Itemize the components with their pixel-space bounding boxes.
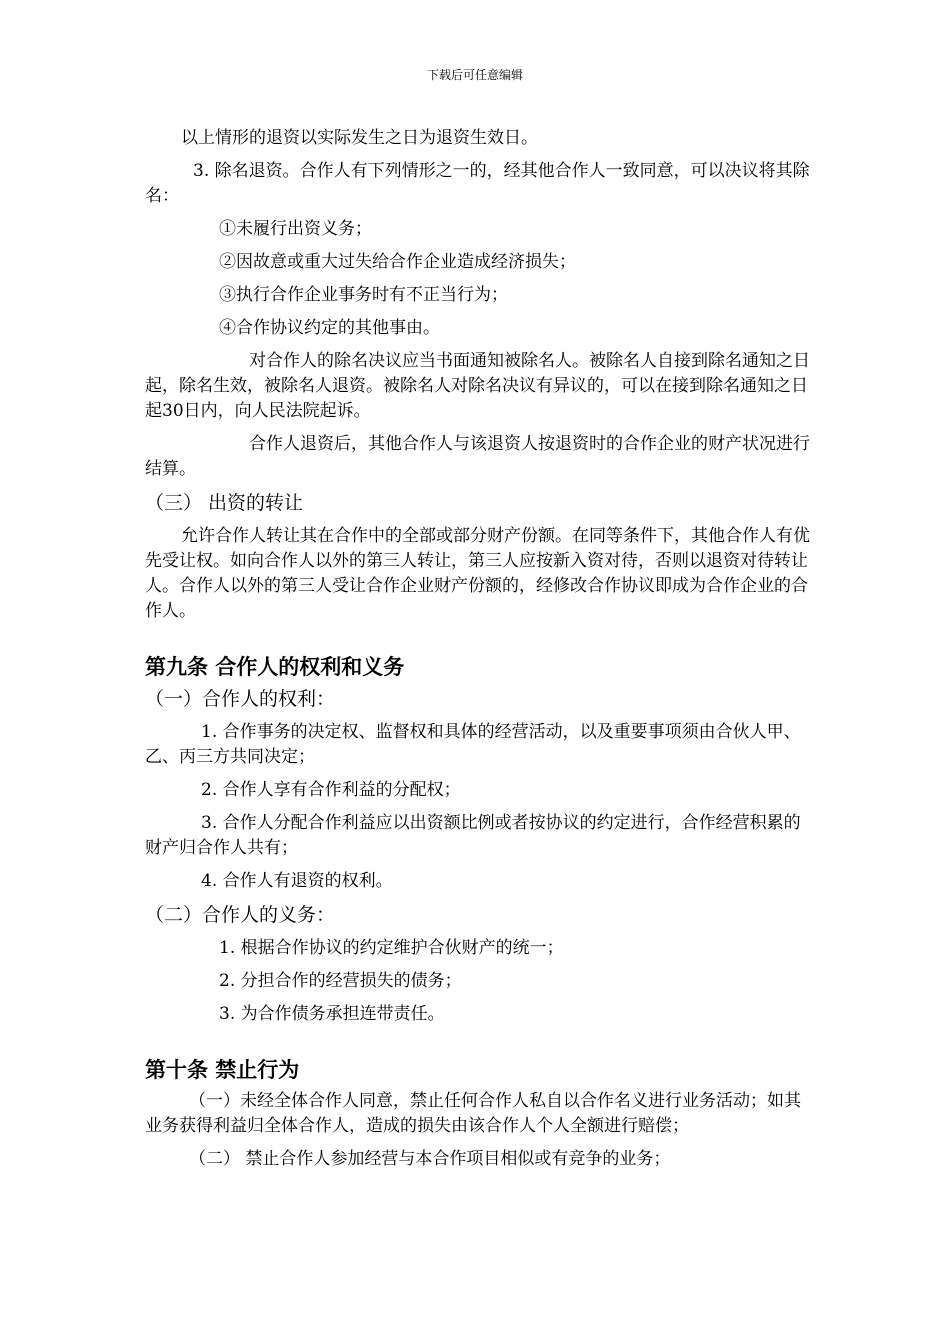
list-item-right-2: 2. 合作人享有合作利益的分配权； — [201, 780, 461, 800]
document-body — [145, 126, 810, 1180]
list-item-right-3: 3. 合作人分配合作利益应以出资额比例或者按协议的约定进行，合作经营积累的财产归合作人共有； — [145, 813, 801, 858]
paragraph-withdrawal-effective: 以上情形的退资以实际发生之日为退资生效日。 — [181, 128, 538, 148]
list-item-right-1: 1. 合作事务的决定权、监督权和具体的经营活动，以及重要事项须由合伙人甲、乙、丙三方共同决定； — [145, 722, 801, 767]
article-9-title: 第九条 合作人的权利和义务 — [145, 655, 405, 679]
list-item-condition-4: ④合作协议约定的其他事由。 — [219, 318, 440, 338]
list-item-duty-1: 1. 根据合作协议的约定维护合伙财产的统一； — [219, 938, 564, 958]
section-heading-rights: （一）合作人的权利： — [145, 688, 336, 710]
paragraph-settlement: 合作人退资后，其他合作人与该退资人按退资时的合作企业的财产状况进行结算。 — [145, 434, 810, 479]
list-item-condition-2: ②因故意或重大过失给合作企业造成经济损失； — [219, 252, 576, 272]
section-heading-transfer: （三） 出资的转让 — [145, 492, 304, 514]
list-item-duty-2: 2. 分担合作的经营损失的债务； — [219, 971, 462, 991]
section-heading-duties: （二）合作人的义务： — [145, 904, 336, 926]
page-header: 下载后可任意编辑 — [426, 68, 523, 82]
list-item-condition-3: ③执行合作企业事务时有不正当行为； — [219, 285, 508, 305]
paragraph-transfer: 允许合作人转让其在合作中的全部或部分财产份额。在同等条件下，其他合作人有优先受让权。如向合作人以外的第三人转让，第三人应按新入资对待，否则以退资对待转让人。合作人以外的第三人受让合作企业财产份额的，经修改合作协议即成为合作企业的合作人。 — [145, 526, 810, 621]
paragraph-expulsion: 3. 除名退资。合作人有下列情形之一的，经其他合作人一致同意，可以决议将其除名： — [145, 161, 810, 206]
list-item-right-4: 4. 合作人有退资的权利。 — [201, 871, 393, 891]
list-item-duty-3: 3. 为合作债务承担连带责任。 — [219, 1004, 445, 1024]
paragraph-expulsion-notice: 对合作人的除名决议应当书面通知被除名人。被除名人自接到除名通知之日起，除名生效，被除名人退资。被除名人对除名决议有异议的，可以在接到除名通知之日起30日内，向人民法院起诉。 — [145, 351, 810, 421]
article-10-title: 第十条 禁止行为 — [145, 1058, 300, 1082]
paragraph-prohibition-1: （一）未经全体合作人同意，禁止任何合作人私自以合作名义进行业务活动；如其业务获得利益归全体合作人，造成的损失由该合作人个人全额进行赔偿； — [145, 1091, 801, 1136]
paragraph-prohibition-2: （二） 禁止合作人参加经营与本合作项目相似或有竞争的业务； — [189, 1149, 671, 1169]
list-item-condition-1: ①未履行出资义务； — [219, 219, 372, 239]
